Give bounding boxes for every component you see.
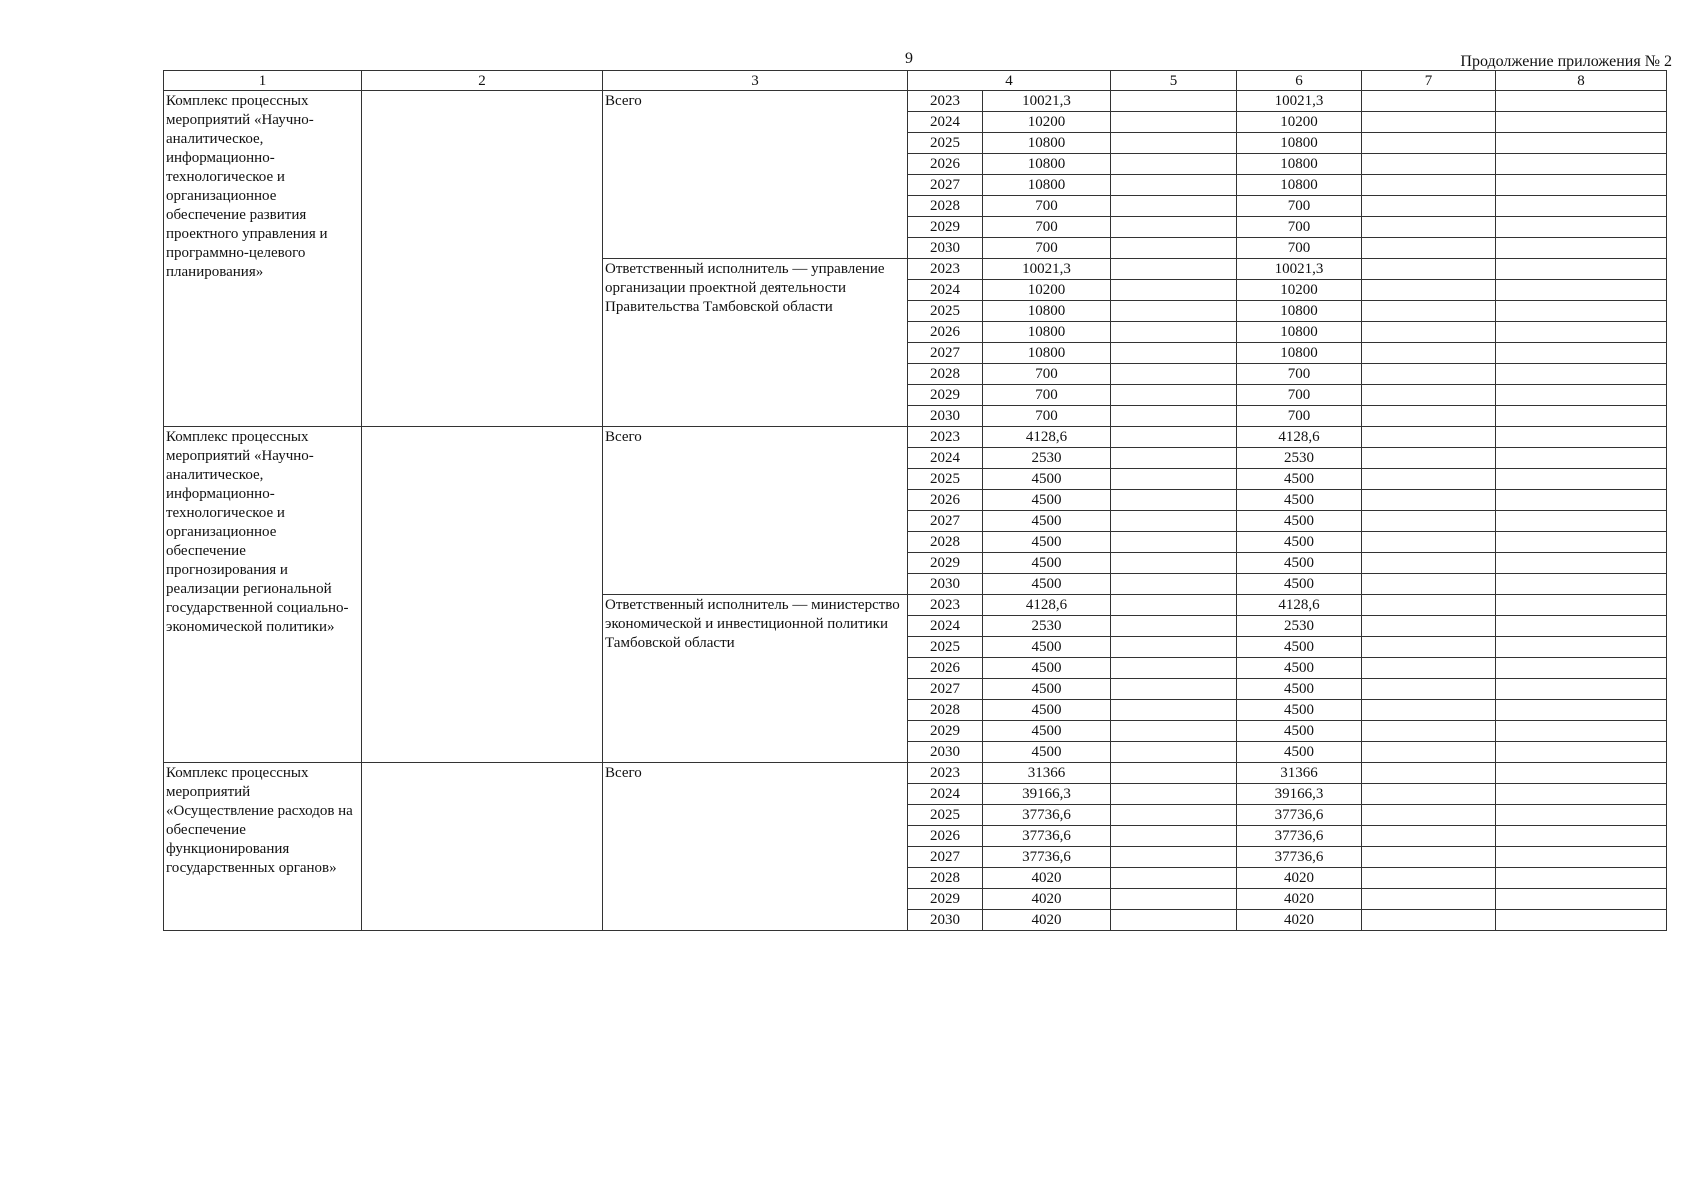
column-7-value [1362,406,1496,427]
column-6-value: 4500 [1237,469,1362,490]
column-8-value [1496,91,1667,112]
responsible-executor: Всего [603,91,908,259]
column-6-value: 700 [1237,196,1362,217]
column-6-value: 4500 [1237,721,1362,742]
total-value: 700 [983,217,1111,238]
column-5-value [1111,322,1237,343]
column-5-value [1111,448,1237,469]
column-8-value [1496,280,1667,301]
column-8-value [1496,301,1667,322]
column-7-value [1362,553,1496,574]
column-header: 2 [362,71,603,91]
total-value: 10200 [983,280,1111,301]
column-7-value [1362,448,1496,469]
appendix-continuation-note: Продолжение приложения № 2 [1460,53,1672,70]
column-7-value [1362,469,1496,490]
total-value: 700 [983,196,1111,217]
column-7-value [1362,217,1496,238]
column-8-value [1496,469,1667,490]
column-6-value: 10800 [1237,133,1362,154]
column-8-value [1496,721,1667,742]
column-6-value: 4128,6 [1237,427,1362,448]
column-6-value: 4128,6 [1237,595,1362,616]
column-7-value [1362,238,1496,259]
year-cell: 2027 [908,679,983,700]
column-5-value [1111,910,1237,931]
column-6-value: 10021,3 [1237,259,1362,280]
year-cell: 2026 [908,154,983,175]
total-value: 37736,6 [983,805,1111,826]
year-cell: 2024 [908,280,983,301]
column-7-value [1362,595,1496,616]
year-cell: 2030 [908,574,983,595]
column-7-value [1362,175,1496,196]
column-6-value: 4500 [1237,490,1362,511]
column-8-value [1496,868,1667,889]
column-6-value: 700 [1237,385,1362,406]
column-6-value: 10800 [1237,343,1362,364]
column-7-value [1362,490,1496,511]
total-value: 10800 [983,301,1111,322]
responsible-executor: Ответственный исполнитель — управление организации проектной деятельности Правительства Тамбовской области [603,259,908,427]
column-7-value [1362,364,1496,385]
column-2-cell [362,427,603,763]
table-row [164,763,1667,784]
column-6-value: 4500 [1237,553,1362,574]
column-7-value [1362,658,1496,679]
column-8-value [1496,784,1667,805]
column-5-value [1111,133,1237,154]
total-value: 4500 [983,742,1111,763]
column-6-value: 4500 [1237,742,1362,763]
column-5-value [1111,553,1237,574]
column-5-value [1111,301,1237,322]
column-7-value [1362,868,1496,889]
year-cell: 2030 [908,406,983,427]
year-cell: 2026 [908,826,983,847]
column-5-value [1111,616,1237,637]
year-cell: 2023 [908,427,983,448]
column-8-value [1496,175,1667,196]
column-8-value [1496,259,1667,280]
year-cell: 2028 [908,868,983,889]
column-8-value [1496,889,1667,910]
column-6-value: 37736,6 [1237,847,1362,868]
column-5-value [1111,532,1237,553]
column-7-value [1362,259,1496,280]
column-5-value [1111,259,1237,280]
column-7-value [1362,532,1496,553]
column-5-value [1111,889,1237,910]
year-cell: 2023 [908,763,983,784]
column-5-value [1111,763,1237,784]
year-cell: 2025 [908,469,983,490]
column-7-value [1362,343,1496,364]
column-5-value [1111,154,1237,175]
column-6-value: 31366 [1237,763,1362,784]
total-value: 700 [983,364,1111,385]
column-2-cell [362,91,603,427]
year-cell: 2025 [908,805,983,826]
column-8-value [1496,763,1667,784]
column-7-value [1362,763,1496,784]
year-cell: 2028 [908,700,983,721]
total-value: 700 [983,406,1111,427]
measure-name: Комплекс процессных мероприятий «Научно-аналитическое, информационно-технологическое и организационное обеспечение развития проектного управления и программно-целевого планирования» [164,91,362,427]
column-6-value: 2530 [1237,448,1362,469]
total-value: 10800 [983,154,1111,175]
column-8-value [1496,511,1667,532]
funding-table [163,70,1667,931]
column-6-value: 10021,3 [1237,91,1362,112]
total-value: 4020 [983,910,1111,931]
year-cell: 2027 [908,847,983,868]
column-5-value [1111,217,1237,238]
total-value: 4500 [983,679,1111,700]
column-8-value [1496,490,1667,511]
total-value: 10800 [983,175,1111,196]
responsible-executor: Всего [603,763,908,931]
column-7-value [1362,385,1496,406]
total-value: 10021,3 [983,259,1111,280]
total-value: 4020 [983,868,1111,889]
year-cell: 2024 [908,784,983,805]
total-value: 4128,6 [983,427,1111,448]
total-value: 10800 [983,133,1111,154]
total-value: 10800 [983,322,1111,343]
column-6-value: 10800 [1237,154,1362,175]
year-cell: 2027 [908,343,983,364]
column-6-value: 700 [1237,238,1362,259]
year-cell: 2029 [908,553,983,574]
column-7-value [1362,679,1496,700]
column-7-value [1362,805,1496,826]
column-8-value [1496,910,1667,931]
column-5-value [1111,91,1237,112]
measure-name: Комплекс процессных мероприятий «Научно-аналитическое, информационно-технологическое и организационное обеспечение прогнозирования и реализации региональной государственной социально-экономической политики» [164,427,362,763]
column-6-value: 10800 [1237,301,1362,322]
column-5-value [1111,574,1237,595]
column-8-value [1496,595,1667,616]
column-8-value [1496,574,1667,595]
column-5-value [1111,490,1237,511]
responsible-executor: Ответственный исполнитель — министерство экономической и инвестиционной политики Тамбовской области [603,595,908,763]
total-value: 4500 [983,553,1111,574]
column-5-value [1111,784,1237,805]
column-6-value: 4020 [1237,910,1362,931]
column-8-value [1496,385,1667,406]
total-value: 37736,6 [983,826,1111,847]
year-cell: 2028 [908,532,983,553]
measure-name: Комплекс процессных мероприятий «Осуществление расходов на обеспечение функционирования государственных органов» [164,763,362,931]
column-6-value: 4500 [1237,679,1362,700]
total-value: 4500 [983,700,1111,721]
column-8-value [1496,343,1667,364]
column-header: 8 [1496,71,1667,91]
total-value: 700 [983,238,1111,259]
column-8-value [1496,553,1667,574]
column-header: 1 [164,71,362,91]
page-number: 9 [905,50,913,67]
column-6-value: 37736,6 [1237,805,1362,826]
year-cell: 2025 [908,133,983,154]
year-cell: 2029 [908,889,983,910]
column-number-row [164,71,1667,91]
year-cell: 2024 [908,112,983,133]
column-8-value [1496,406,1667,427]
column-6-value: 4500 [1237,637,1362,658]
column-6-value: 4500 [1237,658,1362,679]
year-cell: 2026 [908,658,983,679]
column-8-value [1496,154,1667,175]
total-value: 4128,6 [983,595,1111,616]
total-value: 4500 [983,490,1111,511]
column-5-value [1111,700,1237,721]
column-5-value [1111,868,1237,889]
year-cell: 2029 [908,721,983,742]
column-5-value [1111,112,1237,133]
column-6-value: 700 [1237,217,1362,238]
column-6-value: 4020 [1237,868,1362,889]
column-5-value [1111,511,1237,532]
column-6-value: 4020 [1237,889,1362,910]
total-value: 4500 [983,721,1111,742]
column-7-value [1362,784,1496,805]
column-7-value [1362,112,1496,133]
total-value: 10800 [983,343,1111,364]
column-6-value: 700 [1237,364,1362,385]
column-header: 4 [908,71,1111,91]
column-8-value [1496,322,1667,343]
year-cell: 2030 [908,910,983,931]
column-7-value [1362,154,1496,175]
year-cell: 2025 [908,637,983,658]
column-8-value [1496,112,1667,133]
total-value: 2530 [983,616,1111,637]
year-cell: 2030 [908,238,983,259]
column-8-value [1496,238,1667,259]
column-6-value: 700 [1237,406,1362,427]
column-2-cell [362,763,603,931]
total-value: 4020 [983,889,1111,910]
total-value: 31366 [983,763,1111,784]
column-6-value: 10800 [1237,322,1362,343]
column-7-value [1362,721,1496,742]
column-6-value: 4500 [1237,700,1362,721]
column-8-value [1496,448,1667,469]
column-5-value [1111,469,1237,490]
column-8-value [1496,217,1667,238]
column-7-value [1362,847,1496,868]
column-8-value [1496,805,1667,826]
column-5-value [1111,679,1237,700]
year-cell: 2026 [908,322,983,343]
table-row [164,427,1667,448]
column-7-value [1362,826,1496,847]
year-cell: 2023 [908,91,983,112]
column-6-value: 39166,3 [1237,784,1362,805]
year-cell: 2029 [908,385,983,406]
column-5-value [1111,826,1237,847]
responsible-executor: Всего [603,427,908,595]
column-6-value: 10200 [1237,112,1362,133]
column-6-value: 37736,6 [1237,826,1362,847]
column-7-value [1362,637,1496,658]
total-value: 2530 [983,448,1111,469]
column-header: 5 [1111,71,1237,91]
column-8-value [1496,658,1667,679]
total-value: 4500 [983,637,1111,658]
total-value: 4500 [983,658,1111,679]
column-8-value [1496,742,1667,763]
column-5-value [1111,343,1237,364]
year-cell: 2025 [908,301,983,322]
column-header: 6 [1237,71,1362,91]
column-8-value [1496,427,1667,448]
column-8-value [1496,637,1667,658]
column-5-value [1111,364,1237,385]
column-6-value: 4500 [1237,511,1362,532]
total-value: 700 [983,385,1111,406]
column-8-value [1496,679,1667,700]
column-6-value: 10800 [1237,175,1362,196]
column-5-value [1111,175,1237,196]
year-cell: 2028 [908,364,983,385]
total-value: 10200 [983,112,1111,133]
year-cell: 2027 [908,511,983,532]
year-cell: 2030 [908,742,983,763]
column-8-value [1496,616,1667,637]
column-5-value [1111,805,1237,826]
total-value: 37736,6 [983,847,1111,868]
table-row [164,91,1667,112]
column-7-value [1362,322,1496,343]
year-cell: 2024 [908,616,983,637]
column-5-value [1111,196,1237,217]
column-5-value [1111,427,1237,448]
column-6-value: 4500 [1237,574,1362,595]
year-cell: 2027 [908,175,983,196]
column-8-value [1496,133,1667,154]
total-value: 4500 [983,469,1111,490]
total-value: 39166,3 [983,784,1111,805]
column-7-value [1362,91,1496,112]
column-8-value [1496,196,1667,217]
column-7-value [1362,910,1496,931]
column-header: 7 [1362,71,1496,91]
column-5-value [1111,721,1237,742]
column-7-value [1362,616,1496,637]
column-7-value [1362,301,1496,322]
column-7-value [1362,700,1496,721]
column-8-value [1496,700,1667,721]
column-7-value [1362,427,1496,448]
column-header: 3 [603,71,908,91]
year-cell: 2029 [908,217,983,238]
year-cell: 2026 [908,490,983,511]
column-8-value [1496,847,1667,868]
column-7-value [1362,196,1496,217]
column-7-value [1362,280,1496,301]
column-5-value [1111,238,1237,259]
column-5-value [1111,595,1237,616]
year-cell: 2023 [908,595,983,616]
total-value: 4500 [983,511,1111,532]
column-5-value [1111,637,1237,658]
column-7-value [1362,742,1496,763]
column-7-value [1362,889,1496,910]
column-5-value [1111,385,1237,406]
total-value: 4500 [983,532,1111,553]
column-8-value [1496,532,1667,553]
column-5-value [1111,658,1237,679]
column-6-value: 4500 [1237,532,1362,553]
column-7-value [1362,574,1496,595]
column-6-value: 10200 [1237,280,1362,301]
total-value: 4500 [983,574,1111,595]
table-body [164,91,1667,931]
year-cell: 2024 [908,448,983,469]
column-5-value [1111,406,1237,427]
column-8-value [1496,826,1667,847]
column-7-value [1362,133,1496,154]
year-cell: 2023 [908,259,983,280]
year-cell: 2028 [908,196,983,217]
column-5-value [1111,742,1237,763]
column-5-value [1111,280,1237,301]
column-5-value [1111,847,1237,868]
column-8-value [1496,364,1667,385]
column-7-value [1362,511,1496,532]
total-value: 10021,3 [983,91,1111,112]
column-6-value: 2530 [1237,616,1362,637]
